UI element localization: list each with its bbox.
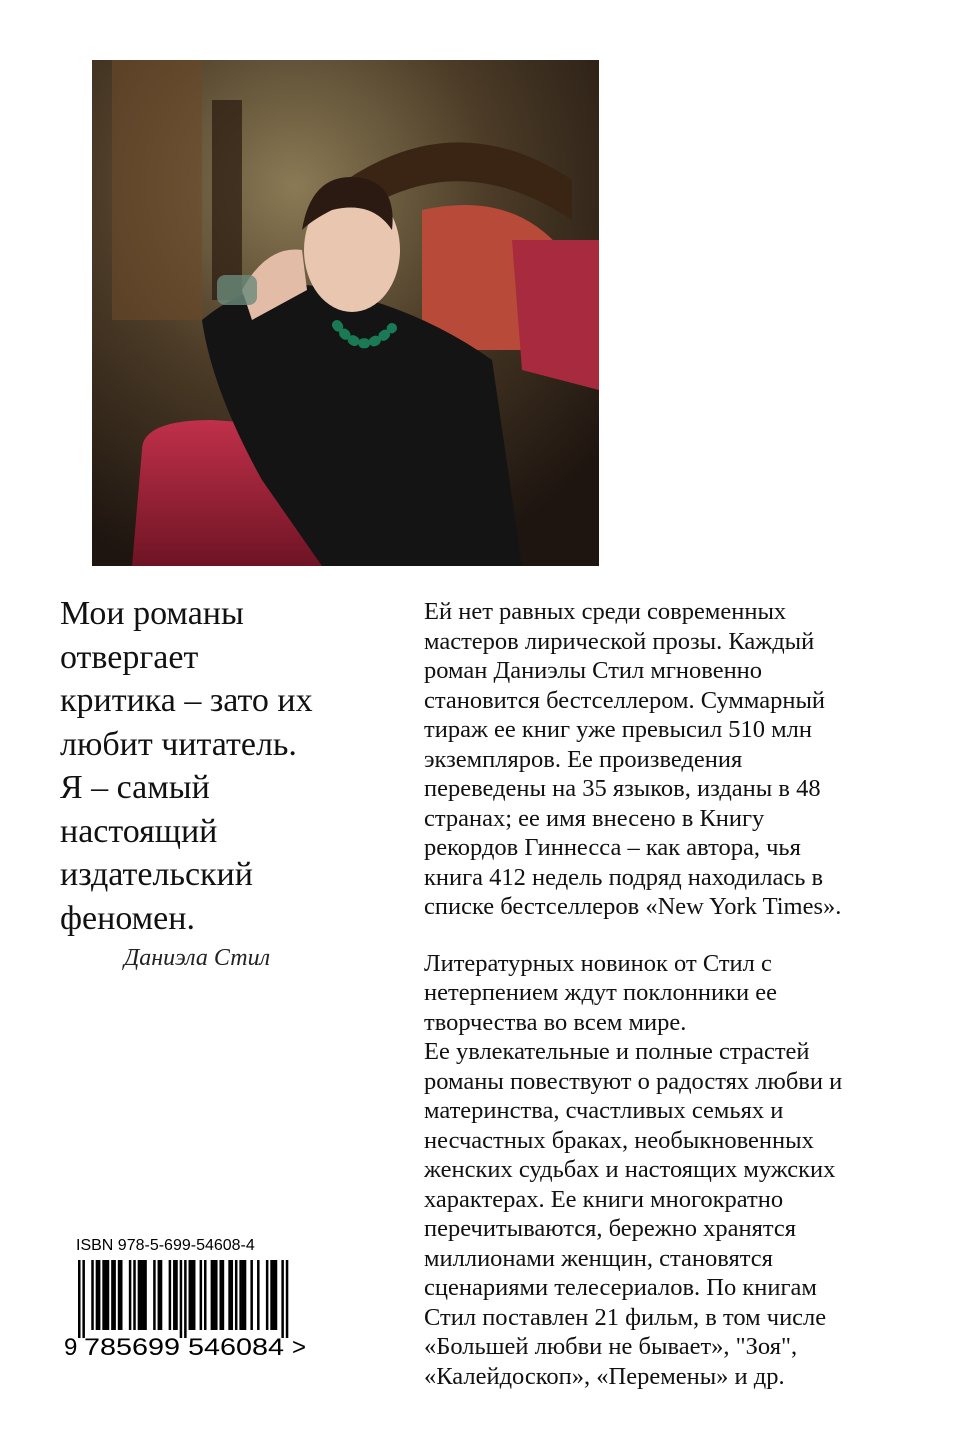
barcode-bar xyxy=(96,1260,99,1330)
barcode-bar xyxy=(105,1260,108,1330)
barcode-bar xyxy=(113,1260,116,1330)
barcode-bar xyxy=(184,1260,187,1338)
barcode-bar xyxy=(158,1260,161,1330)
barcode-bar xyxy=(219,1260,222,1330)
description-line: переведены на 35 языков, изданы в 48 xyxy=(424,775,821,802)
description-line: творчества во всем мире. xyxy=(424,1008,687,1036)
isbn-label: ISBN 978-5-699-54608-4 xyxy=(76,1237,255,1254)
barcode-bar xyxy=(211,1260,214,1330)
barcode-bar xyxy=(222,1260,225,1330)
barcode-digits-left: 785699 xyxy=(84,1334,180,1358)
barcode-bar xyxy=(111,1260,114,1330)
barcode-bar xyxy=(138,1260,141,1330)
description-line: Литературных новинок от Стил с xyxy=(424,949,772,977)
description-line: книга 412 недель подряд находилась в xyxy=(424,863,824,891)
barcode-bar xyxy=(257,1260,260,1330)
barcode-bar xyxy=(129,1260,132,1330)
paragraph-gap xyxy=(424,922,904,949)
barcode-bar xyxy=(175,1260,178,1330)
barcode-digits-right: 546084 xyxy=(188,1334,284,1358)
barcode-bar xyxy=(160,1260,163,1330)
barcode-bar xyxy=(228,1260,231,1330)
barcode-bar xyxy=(142,1260,145,1330)
barcode-bar xyxy=(133,1260,136,1330)
description-line: списке бестселлеров «New York Times». xyxy=(424,893,842,920)
description-line: романы повествуют о радостях любви и xyxy=(424,1067,843,1095)
barcode-bar xyxy=(91,1260,94,1330)
description-line: странах; ее имя внесено в Книгу xyxy=(424,804,765,832)
barcode-bar xyxy=(275,1260,278,1330)
description-line: «Калейдоскоп», «Перемены» и др. xyxy=(424,1362,785,1390)
barcode-bar xyxy=(244,1260,247,1330)
author-quote xyxy=(60,592,360,940)
barcode-bar xyxy=(98,1260,101,1330)
description-line: мастеров лирической прозы. Каждый xyxy=(424,627,815,655)
description-line: женских судьбах и настоящих мужских xyxy=(424,1156,836,1183)
barcode-bar xyxy=(169,1260,172,1330)
barcode-bar xyxy=(200,1260,203,1330)
quote-line: феномен. xyxy=(60,899,195,937)
quote-line: Я – самый xyxy=(60,769,210,806)
barcode-bar xyxy=(204,1260,207,1330)
barcode-bar xyxy=(281,1260,284,1338)
barcode-bar xyxy=(189,1260,192,1330)
description-line: нетерпением ждут поклонники ее xyxy=(424,979,777,1006)
barcode-bar xyxy=(231,1260,234,1330)
quote-author-signature: Даниэла Стил xyxy=(124,945,271,971)
barcode-bar xyxy=(107,1260,110,1330)
description-line: роман Даниэлы Стил мгновенно xyxy=(424,657,763,684)
description-line: Ей нет равных среди современных xyxy=(424,598,787,625)
barcode-bars xyxy=(78,1260,288,1338)
description-line: сценариями телесериалов. По книгам xyxy=(424,1274,817,1301)
quote-line: Мои романы xyxy=(60,595,244,632)
barcode-bar xyxy=(215,1260,218,1330)
book-description xyxy=(424,597,904,1391)
quote-line: настоящий xyxy=(60,812,218,850)
description-line: «Большей любви не бывает», "Зоя", xyxy=(424,1333,798,1360)
barcode-bar xyxy=(250,1260,253,1330)
barcode-bar xyxy=(266,1260,269,1330)
quote-line: любит читатель. xyxy=(60,725,297,763)
description-line: Стил поставлен 21 фильм, в том числе xyxy=(424,1303,827,1331)
barcode-bar xyxy=(118,1260,121,1330)
barcode-bar xyxy=(144,1260,147,1330)
barcode-bar xyxy=(235,1260,238,1330)
description-line: рекордов Гиннесса – как автора, чья xyxy=(424,834,801,861)
author-portrait-photo xyxy=(92,60,599,566)
barcode-arrow: > xyxy=(292,1334,307,1358)
description-line: миллионами женщин, становятся xyxy=(424,1244,773,1272)
barcode-bar xyxy=(193,1260,196,1330)
barcode xyxy=(64,1258,314,1358)
barcode-bar xyxy=(191,1260,194,1330)
barcode-bar xyxy=(173,1260,176,1330)
description-line: материнства, счастливых семьях и xyxy=(424,1097,784,1124)
barcode-bar xyxy=(213,1260,216,1330)
quote-line: издательский xyxy=(60,856,253,893)
barcode-bar xyxy=(242,1260,245,1330)
description-line: характерах. Ее книги многократно xyxy=(424,1185,784,1213)
description-line: становится бестселлером. Суммарный xyxy=(424,686,826,714)
barcode-digit-first: 9 xyxy=(64,1334,78,1358)
barcode-bar xyxy=(82,1260,85,1338)
barcode-bar xyxy=(180,1260,183,1338)
barcode-bar xyxy=(120,1260,123,1330)
barcode-bar xyxy=(140,1260,143,1330)
barcode-bar xyxy=(286,1260,289,1338)
barcode-bar xyxy=(239,1260,242,1330)
barcode-bar xyxy=(270,1260,273,1330)
description-line: несчастных браках, необыкновенных xyxy=(424,1126,814,1154)
description-line: перечитываются, бережно хранятся xyxy=(424,1215,797,1242)
barcode-bar xyxy=(273,1260,276,1330)
quote-line: отвергает xyxy=(60,638,199,676)
description-line: тираж ее книг уже превысил 510 млн xyxy=(424,716,813,743)
barcode-bar xyxy=(102,1260,105,1330)
barcode-bar xyxy=(78,1260,81,1338)
quote-line: критика – зато их xyxy=(60,682,313,719)
description-line: экземпляров. Ее произведения xyxy=(424,745,743,773)
barcode-bar xyxy=(153,1260,156,1330)
author-photo xyxy=(92,60,599,566)
description-line: Ее увлекательные и полные страстей xyxy=(424,1038,810,1065)
